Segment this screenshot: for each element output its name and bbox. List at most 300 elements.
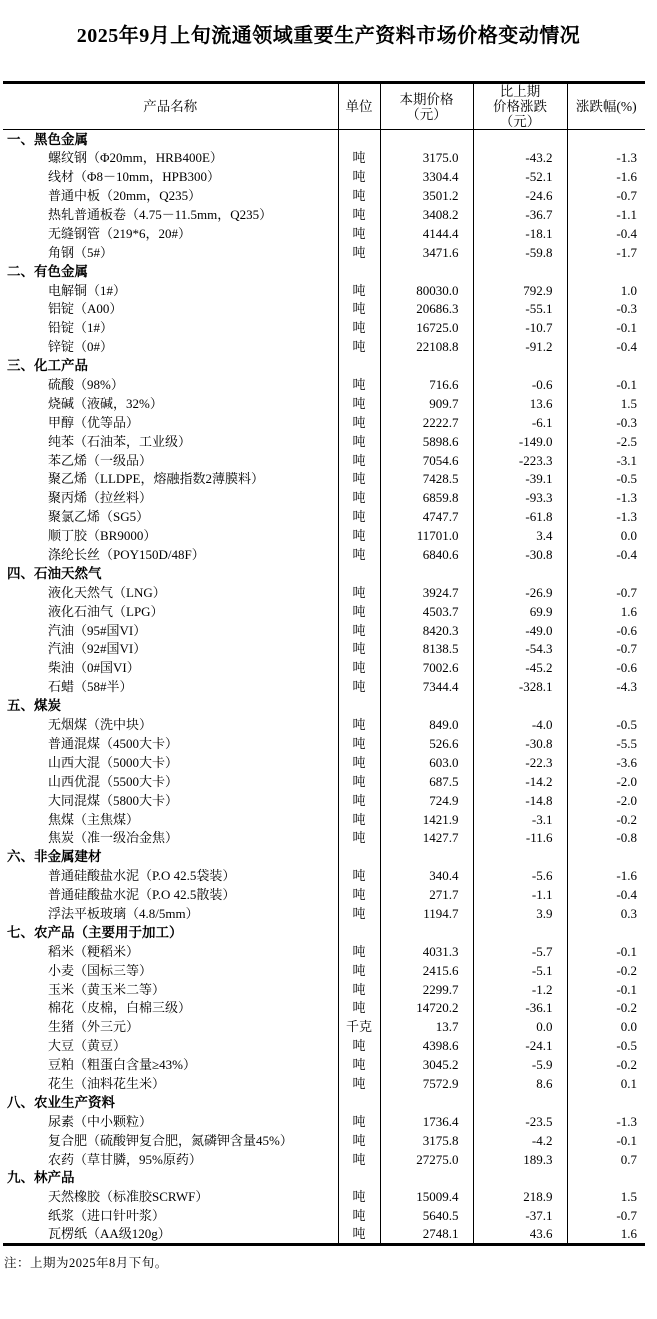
table-row [3, 470, 645, 489]
change-cell: -30.8 [473, 734, 567, 753]
unit-cell: 吨 [338, 658, 380, 677]
unit-cell: 吨 [338, 961, 380, 980]
price-cell: 5640.5 [380, 1206, 473, 1225]
pct-cell: -0.2 [616, 1057, 637, 1073]
change-cell [473, 356, 567, 375]
unit-cell: 吨 [338, 318, 380, 337]
product-name-cell: 大豆（黄豆） [3, 1036, 338, 1055]
table-row [3, 1150, 645, 1169]
change-cell: -0.6 [473, 375, 567, 394]
table-row [3, 375, 645, 394]
price-cell [380, 1093, 473, 1112]
pct-cell [567, 847, 645, 866]
unit-cell: 吨 [338, 980, 380, 999]
unit-cell: 吨 [338, 677, 380, 696]
price-cell: 3408.2 [380, 205, 473, 224]
change-cell: -11.6 [473, 828, 567, 847]
price-cell: 1736.4 [380, 1112, 473, 1131]
table-row [3, 186, 645, 205]
unit-cell: 吨 [338, 715, 380, 734]
product-name-cell: 聚丙烯（拉丝料） [3, 488, 338, 507]
price-cell: 340.4 [380, 866, 473, 885]
unit-cell: 吨 [338, 1036, 380, 1055]
table-row [3, 1187, 645, 1206]
price-cell: 1421.9 [380, 810, 473, 829]
product-name-cell: 七、农产品（主要用于加工） [3, 923, 338, 942]
change-cell: -54.3 [473, 640, 567, 659]
pct-cell: -2.0 [616, 773, 637, 789]
price-cell [380, 564, 473, 583]
product-name-cell: 普通硅酸盐水泥（P.O 42.5散装） [3, 885, 338, 904]
change-cell: -49.0 [473, 621, 567, 640]
change-cell: -22.3 [473, 753, 567, 772]
change-cell: -3.1 [473, 810, 567, 829]
price-cell: 15009.4 [380, 1187, 473, 1206]
product-name-cell: 聚乙烯（LLDPE，熔融指数2薄膜料） [3, 470, 338, 489]
product-name-cell: 山西优混（5500大卡） [3, 772, 338, 791]
price-cell: 7054.6 [380, 451, 473, 470]
change-cell: 43.6 [473, 1225, 567, 1244]
change-cell: 218.9 [473, 1187, 567, 1206]
product-name-cell: 山西大混（5000大卡） [3, 753, 338, 772]
product-name-cell: 聚氯乙烯（SG5） [3, 507, 338, 526]
column-header-change: 比上期 价格涨跌 （元） [473, 83, 567, 130]
unit-cell: 吨 [338, 507, 380, 526]
pct-cell: -2.5 [616, 433, 637, 449]
pct-cell: 1.5 [620, 395, 637, 411]
table-row [3, 715, 645, 734]
pct-cell: 1.6 [620, 1226, 637, 1242]
product-name-cell: 瓦楞纸（AA级120g） [3, 1225, 338, 1244]
change-cell: -24.6 [473, 186, 567, 205]
table-row [3, 281, 645, 300]
unit-cell: 吨 [338, 1074, 380, 1093]
product-name-cell: 焦炭（准一级冶金焦） [3, 828, 338, 847]
unit-cell [338, 1093, 380, 1112]
unit-cell: 吨 [338, 810, 380, 829]
product-name-cell: 大同混煤（5800大卡） [3, 791, 338, 810]
change-cell [473, 696, 567, 715]
unit-cell: 吨 [338, 243, 380, 262]
unit-cell: 吨 [338, 998, 380, 1017]
pct-cell [567, 1093, 645, 1112]
change-cell: 8.6 [473, 1074, 567, 1093]
change-cell: -37.1 [473, 1206, 567, 1225]
price-cell: 16725.0 [380, 318, 473, 337]
change-cell: -30.8 [473, 545, 567, 564]
table-row [3, 1036, 645, 1055]
pct-cell: -0.5 [616, 717, 637, 733]
price-cell: 4747.7 [380, 507, 473, 526]
column-header-unit: 单位 [338, 83, 380, 130]
product-name-cell: 一、黑色金属 [3, 130, 338, 149]
price-cell: 849.0 [380, 715, 473, 734]
pct-cell: -0.6 [616, 660, 637, 676]
change-cell: -14.8 [473, 791, 567, 810]
pct-cell: -0.5 [616, 1038, 637, 1054]
price-cell: 80030.0 [380, 281, 473, 300]
price-cell: 22108.8 [380, 337, 473, 356]
product-name-cell: 天然橡胶（标准胶SCRWF） [3, 1187, 338, 1206]
price-cell: 3501.2 [380, 186, 473, 205]
change-cell: -24.1 [473, 1036, 567, 1055]
product-name-cell: 棉花（皮棉，白棉三级） [3, 998, 338, 1017]
price-cell: 7344.4 [380, 677, 473, 696]
change-cell: -91.2 [473, 337, 567, 356]
unit-cell: 吨 [338, 1187, 380, 1206]
change-cell: -55.1 [473, 300, 567, 319]
table-row [3, 1131, 645, 1150]
unit-cell [338, 923, 380, 942]
pct-cell: -0.1 [616, 981, 637, 997]
pct-cell: -0.3 [616, 301, 637, 317]
price-cell: 716.6 [380, 375, 473, 394]
change-cell: -6.1 [473, 413, 567, 432]
section-row [3, 923, 645, 942]
pct-cell: 0.7 [620, 1151, 637, 1167]
price-cell: 3175.8 [380, 1131, 473, 1150]
price-cell [380, 696, 473, 715]
unit-cell: 吨 [338, 167, 380, 186]
pct-cell: -0.7 [616, 188, 637, 204]
change-cell: -36.7 [473, 205, 567, 224]
price-cell [380, 262, 473, 281]
pct-cell: -1.6 [616, 868, 637, 884]
change-cell: 69.9 [473, 602, 567, 621]
unit-cell [338, 262, 380, 281]
pct-cell: -5.5 [616, 735, 637, 751]
change-cell: -52.1 [473, 167, 567, 186]
product-name-cell: 普通硅酸盐水泥（P.O 42.5袋装） [3, 866, 338, 885]
product-name-cell: 无缝钢管（219*6，20#） [3, 224, 338, 243]
product-name-cell: 普通中板（20mm，Q235） [3, 186, 338, 205]
price-cell: 1194.7 [380, 904, 473, 923]
table-row [3, 488, 645, 507]
pct-cell [567, 130, 645, 149]
pct-cell: -0.1 [616, 943, 637, 959]
product-name-cell: 热轧普通板卷（4.75－11.5mm，Q235） [3, 205, 338, 224]
unit-cell: 吨 [338, 791, 380, 810]
unit-cell: 吨 [338, 885, 380, 904]
unit-cell: 吨 [338, 640, 380, 659]
pct-cell [567, 262, 645, 281]
table-header-row [3, 83, 645, 130]
product-name-cell: 八、农业生产资料 [3, 1093, 338, 1112]
table-row [3, 148, 645, 167]
pct-cell [567, 923, 645, 942]
table-row [3, 300, 645, 319]
product-name-cell: 角钢（5#） [3, 243, 338, 262]
unit-cell: 吨 [338, 148, 380, 167]
product-name-cell: 线材（Φ8－10mm，HPB300） [3, 167, 338, 186]
product-name-cell: 九、林产品 [3, 1168, 338, 1187]
pct-cell: -2.0 [616, 792, 637, 808]
product-name-cell: 六、非金属建材 [3, 847, 338, 866]
table-row [3, 602, 645, 621]
product-name-cell: 焦煤（主焦煤） [3, 810, 338, 829]
unit-cell: 吨 [338, 1131, 380, 1150]
unit-cell: 吨 [338, 621, 380, 640]
price-cell: 27275.0 [380, 1150, 473, 1169]
change-cell [473, 847, 567, 866]
price-cell: 3175.0 [380, 148, 473, 167]
price-cell [380, 356, 473, 375]
table-row [3, 224, 645, 243]
price-table [3, 81, 645, 1246]
pct-cell: -0.4 [616, 225, 637, 241]
product-name-cell: 纸浆（进口针叶浆） [3, 1206, 338, 1225]
change-cell [473, 1168, 567, 1187]
change-cell: -1.1 [473, 885, 567, 904]
table-row [3, 1017, 645, 1036]
unit-cell: 吨 [338, 526, 380, 545]
unit-cell: 吨 [338, 1112, 380, 1131]
unit-cell: 吨 [338, 772, 380, 791]
unit-cell: 吨 [338, 866, 380, 885]
change-cell: -18.1 [473, 224, 567, 243]
table-row [3, 734, 645, 753]
price-cell: 7572.9 [380, 1074, 473, 1093]
change-cell: -5.6 [473, 866, 567, 885]
price-cell: 526.6 [380, 734, 473, 753]
price-cell: 2748.1 [380, 1225, 473, 1244]
product-name-cell: 纯苯（石油苯，工业级） [3, 432, 338, 451]
product-name-cell: 生猪（外三元） [3, 1017, 338, 1036]
unit-cell: 吨 [338, 488, 380, 507]
price-cell: 20686.3 [380, 300, 473, 319]
pct-cell: -1.3 [616, 150, 637, 166]
product-name-cell: 三、化工产品 [3, 356, 338, 375]
table-row [3, 961, 645, 980]
product-name-cell: 石蜡（58#半） [3, 677, 338, 696]
pct-cell: -0.4 [616, 547, 637, 563]
unit-cell: 吨 [338, 394, 380, 413]
pct-cell: -0.1 [616, 320, 637, 336]
change-cell: -5.9 [473, 1055, 567, 1074]
table-row [3, 545, 645, 564]
unit-cell: 吨 [338, 734, 380, 753]
pct-cell: -0.5 [616, 471, 637, 487]
table-row [3, 337, 645, 356]
table-row [3, 791, 645, 810]
change-cell: -5.1 [473, 961, 567, 980]
product-name-cell: 汽油（95#国VI） [3, 621, 338, 640]
table-row [3, 318, 645, 337]
pct-cell: -0.4 [616, 887, 637, 903]
table-row [3, 942, 645, 961]
table-row [3, 243, 645, 262]
product-name-cell: 汽油（92#国VI） [3, 640, 338, 659]
table-row [3, 980, 645, 999]
price-cell: 7428.5 [380, 470, 473, 489]
change-cell: -43.2 [473, 148, 567, 167]
table-row [3, 998, 645, 1017]
product-name-cell: 电解铜（1#） [3, 281, 338, 300]
unit-cell: 吨 [338, 942, 380, 961]
table-row [3, 1225, 645, 1244]
product-name-cell: 柴油（0#国VI） [3, 658, 338, 677]
change-cell: -45.2 [473, 658, 567, 677]
section-row [3, 1168, 645, 1187]
unit-cell: 吨 [338, 224, 380, 243]
table-row [3, 526, 645, 545]
section-row [3, 356, 645, 375]
change-cell: -1.2 [473, 980, 567, 999]
unit-cell: 吨 [338, 545, 380, 564]
unit-cell: 吨 [338, 828, 380, 847]
price-cell: 3045.2 [380, 1055, 473, 1074]
unit-cell: 吨 [338, 1055, 380, 1074]
column-header-pct: 涨跌幅(%) [567, 83, 645, 130]
unit-cell: 吨 [338, 470, 380, 489]
pct-cell: 1.5 [620, 1189, 637, 1205]
unit-cell: 千克 [338, 1017, 380, 1036]
table-row [3, 507, 645, 526]
unit-cell: 吨 [338, 281, 380, 300]
product-name-cell: 无烟煤（洗中块） [3, 715, 338, 734]
price-cell: 4031.3 [380, 942, 473, 961]
change-cell: -26.9 [473, 583, 567, 602]
table-row [3, 753, 645, 772]
unit-cell: 吨 [338, 1225, 380, 1244]
price-cell: 14720.2 [380, 998, 473, 1017]
pct-cell: -1.6 [616, 169, 637, 185]
product-name-cell: 豆粕（粗蛋白含量≥43%） [3, 1055, 338, 1074]
pct-cell: -0.2 [616, 962, 637, 978]
change-cell: -93.3 [473, 488, 567, 507]
change-cell: -39.1 [473, 470, 567, 489]
price-cell: 6840.6 [380, 545, 473, 564]
pct-cell: -0.7 [616, 641, 637, 657]
table-row [3, 621, 645, 640]
pct-cell: 1.0 [620, 282, 637, 298]
pct-cell: -0.2 [616, 811, 637, 827]
pct-cell: 0.0 [620, 528, 637, 544]
table-row [3, 658, 645, 677]
pct-cell: -0.1 [616, 1132, 637, 1148]
unit-cell: 吨 [338, 432, 380, 451]
change-cell: -149.0 [473, 432, 567, 451]
unit-cell [338, 356, 380, 375]
product-name-cell: 涤纶长丝（POY150D/48F） [3, 545, 338, 564]
table-row [3, 1112, 645, 1131]
product-name-cell: 铅锭（1#） [3, 318, 338, 337]
product-name-cell: 甲醇（优等品） [3, 413, 338, 432]
unit-cell: 吨 [338, 1150, 380, 1169]
product-name-cell: 尿素（中小颗粒） [3, 1112, 338, 1131]
change-cell: 792.9 [473, 281, 567, 300]
pct-cell: -0.2 [616, 1000, 637, 1016]
table-row [3, 394, 645, 413]
change-cell: -4.2 [473, 1131, 567, 1150]
change-cell: -223.3 [473, 451, 567, 470]
product-name-cell: 苯乙烯（一级品） [3, 451, 338, 470]
page-title: 2025年9月上旬流通领域重要生产资料市场价格变动情况 [76, 25, 581, 47]
column-header-product: 产品名称 [3, 83, 338, 130]
table-row [3, 583, 645, 602]
price-cell: 5898.6 [380, 432, 473, 451]
price-cell: 1427.7 [380, 828, 473, 847]
pct-cell [567, 1168, 645, 1187]
pct-cell: -3.1 [616, 452, 637, 468]
price-cell: 909.7 [380, 394, 473, 413]
product-name-cell: 锌锭（0#） [3, 337, 338, 356]
column-header-price: 本期价格 （元） [380, 83, 473, 130]
product-name-cell: 五、煤炭 [3, 696, 338, 715]
unit-cell: 吨 [338, 375, 380, 394]
product-name-cell: 玉米（黄玉米二等） [3, 980, 338, 999]
price-cell: 8138.5 [380, 640, 473, 659]
table-row [3, 432, 645, 451]
unit-cell: 吨 [338, 1206, 380, 1225]
unit-cell [338, 1168, 380, 1187]
unit-cell [338, 696, 380, 715]
unit-cell: 吨 [338, 753, 380, 772]
pct-cell: -0.3 [616, 414, 637, 430]
pct-cell [567, 696, 645, 715]
section-row [3, 262, 645, 281]
table-row [3, 828, 645, 847]
section-row [3, 696, 645, 715]
change-cell [473, 1093, 567, 1112]
unit-cell: 吨 [338, 186, 380, 205]
product-name-cell: 液化天然气（LNG） [3, 583, 338, 602]
change-cell: -5.7 [473, 942, 567, 961]
price-cell: 3924.7 [380, 583, 473, 602]
pct-cell: -4.3 [616, 679, 637, 695]
price-cell: 2222.7 [380, 413, 473, 432]
product-name-cell: 二、有色金属 [3, 262, 338, 281]
product-name-cell: 普通混煤（4500大卡） [3, 734, 338, 753]
product-name-cell: 农药（草甘膦，95%原药） [3, 1150, 338, 1169]
table-header [3, 83, 645, 130]
section-row [3, 130, 645, 149]
price-cell: 4398.6 [380, 1036, 473, 1055]
pct-cell: -0.7 [616, 584, 637, 600]
change-cell: -10.7 [473, 318, 567, 337]
pct-cell: -3.6 [616, 754, 637, 770]
unit-cell: 吨 [338, 904, 380, 923]
change-cell: 3.9 [473, 904, 567, 923]
table-row [3, 772, 645, 791]
section-row [3, 1093, 645, 1112]
table-row [3, 866, 645, 885]
price-cell: 3304.4 [380, 167, 473, 186]
unit-cell: 吨 [338, 300, 380, 319]
unit-cell [338, 564, 380, 583]
table-row [3, 1055, 645, 1074]
unit-cell [338, 130, 380, 149]
change-cell [473, 130, 567, 149]
footnote: 注：上期为2025年8月下旬。 [4, 1255, 168, 1270]
pct-cell: -1.7 [616, 244, 637, 260]
table-row [3, 205, 645, 224]
price-cell [380, 847, 473, 866]
price-cell: 7002.6 [380, 658, 473, 677]
pct-cell: -0.1 [616, 377, 637, 393]
product-name-cell: 复合肥（硫酸钾复合肥，氮磷钾含量45%） [3, 1131, 338, 1150]
pct-cell: 0.3 [620, 905, 637, 921]
section-row [3, 847, 645, 866]
pct-cell: -1.3 [616, 509, 637, 525]
product-name-cell: 铝锭（A00） [3, 300, 338, 319]
product-name-cell: 顺丁胶（BR9000） [3, 526, 338, 545]
price-cell: 2299.7 [380, 980, 473, 999]
product-name-cell: 硫酸（98%） [3, 375, 338, 394]
price-cell: 11701.0 [380, 526, 473, 545]
pct-cell: -0.6 [616, 622, 637, 638]
table-row [3, 904, 645, 923]
